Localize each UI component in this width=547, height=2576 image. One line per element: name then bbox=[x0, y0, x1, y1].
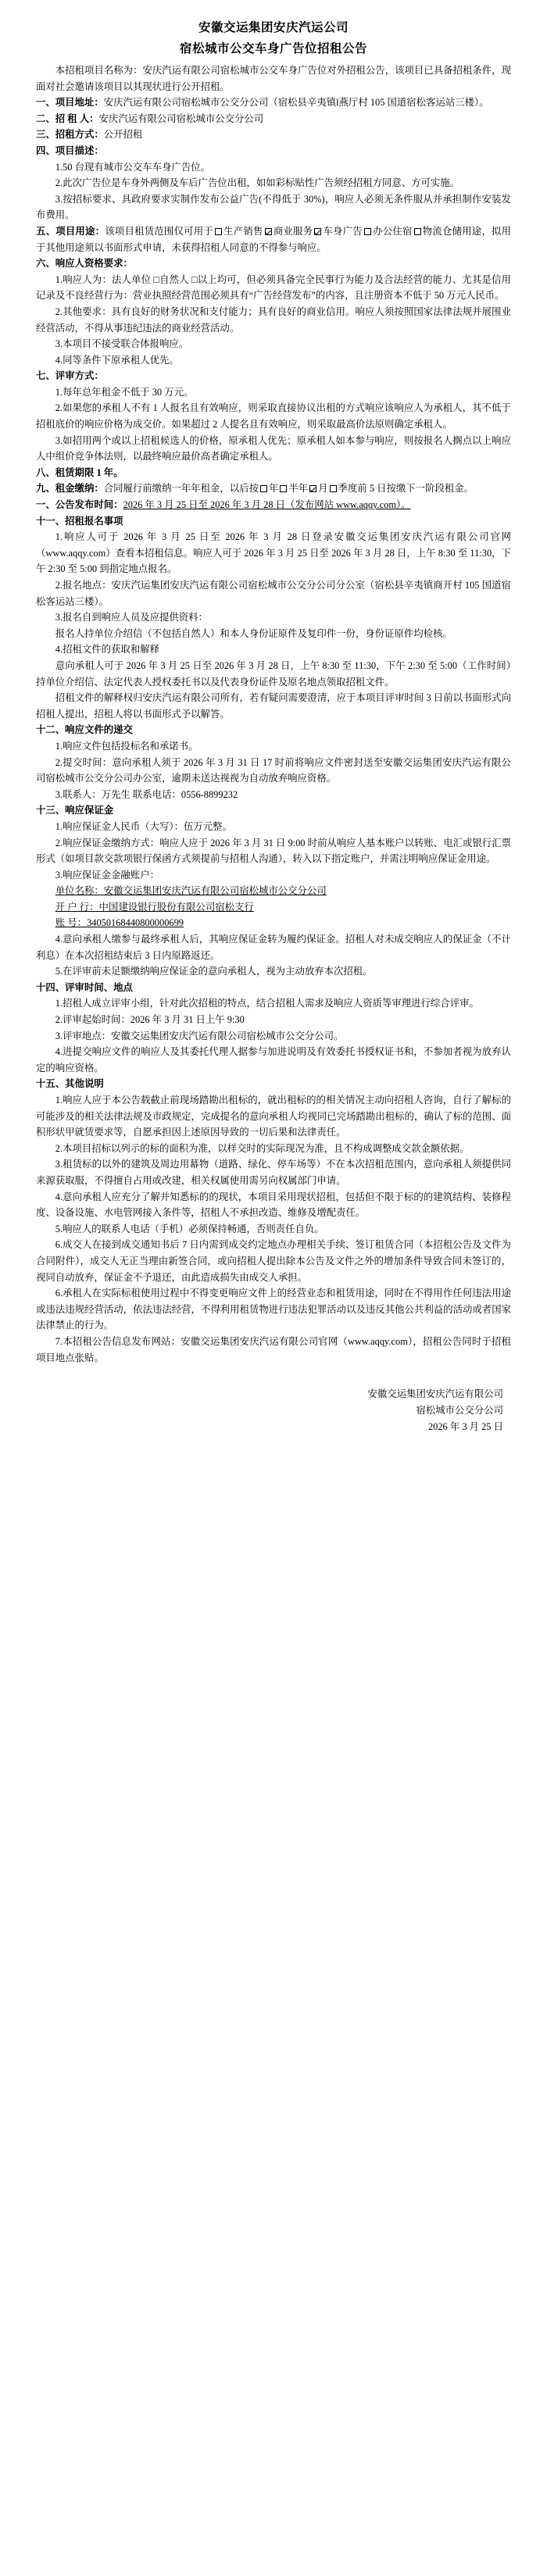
title-line-2: 宿松城市公交车身广告位招租公告 bbox=[179, 42, 367, 55]
section-4-item-3: 3.按招标要求、具政府要求实制作发布公益广告(不得低于 30%)，响应人必须无条件服从并承担制作安装发布费用。 bbox=[36, 193, 511, 221]
checkbox-label-production-sales: 生产销售 bbox=[223, 225, 263, 237]
checkbox-label-pay-half-year: 半年 bbox=[288, 483, 309, 495]
section-15-item-8: 7.本招租公告信息发布网站：安徽交运集团安庆汽运有限公司官网（www.aqqy.com），招租公告同时于招租项目地点张贴。 bbox=[36, 1335, 511, 1363]
section-6-item-4: 4.同等条件下原承租人优先。 bbox=[55, 354, 179, 366]
section-12-item-3: 3.联系人：万先生 联系电话：0556-8899232 bbox=[55, 788, 238, 800]
title-line-1: 安徽交运集团安庆汽运公司 bbox=[198, 21, 349, 34]
section-9 bbox=[36, 481, 511, 497]
section-5-text-before: 该项目租赁范围仅可用于 bbox=[105, 225, 213, 237]
section-12-item-2: 2.提交时间：意向承租人须于 2026 年 3 月 31 日 17 时前将响应文件密封送至安徽交运集团安庆汽运有限公司宿松城市公交分公司办公室，逾期未送达视视为自动放弃响应资格。 bbox=[36, 756, 511, 784]
section-8-heading: 八、租赁期限 1 年。 bbox=[36, 466, 123, 478]
section-1 bbox=[36, 95, 511, 111]
section-13-account-name bbox=[36, 883, 511, 899]
section-15-item-7: 6.承租人在实际标租使用过程中不得变更响应文件上的经营业态和租赁用途，同时在不得用作任何违法用途或违法违规经营活动，依法违法经营，不得利用租赁物进行违法犯罪活动以及违反其他公共利益的活动或者国家法律禁止的行为。 bbox=[36, 1288, 511, 1331]
section-3-heading: 三、招租方式： bbox=[36, 129, 104, 141]
checkbox-pay-quarter[interactable] bbox=[330, 485, 337, 492]
section-4-item-2: 2.此次广告位是车身外两侧及车后广告位出租，如如彩标贴性广告须经招租方同意、方可实施。 bbox=[55, 177, 460, 189]
section-3 bbox=[36, 127, 511, 143]
checkbox-label-vehicle-ad: 车身广告 bbox=[323, 225, 363, 237]
section-15-item-3: 3.租赁标的以外的建筑及周边用幕物（道路、绿化、停车场等）不在本次招租范围内，意向承租人须提供同来源获取服，不得擅自占用或改建，相关权属使用需另向权属部门申请。 bbox=[36, 1159, 511, 1186]
section-6-heading: 六、响应人资格要求： bbox=[36, 258, 133, 270]
section-13-item-2: 2.响应保证金缴纳方式：响应人应于 2026 年 3 月 31 日 9:00 时前从响应人基本账户以转账、电汇或银行汇票形式（如项目款交款项银行保函方式须提前与招租人沟通），转入以下指定账户，并需注明响应保证金用途。 bbox=[36, 837, 511, 865]
account-name-value: 单位名称：安徽交运集团安庆汽运有限公司宿松城市公交分公司 bbox=[55, 885, 327, 897]
section-2-text: 安庆汽运有限公司宿松城市公交分公司 bbox=[98, 113, 264, 124]
checkbox-label-logistics-storage: 物流仓储用途 bbox=[422, 225, 482, 237]
section-7-heading: 七、评审方式： bbox=[36, 370, 104, 382]
section-11-tail-1: 意向承租人可于 2026 年 3 月 25 日至 2026 年 3 月 28 日，上午 8:30 至 11:30，下午 2:30 至 5:00（工作时间）持单位介绍信、法定代表人授权委托书以及代表身份证件及原名地点领取招租文件。 bbox=[36, 659, 511, 688]
account-number-value: 账 号：34050168440800000699 bbox=[55, 917, 184, 929]
intro-paragraph: 本招租项目名称为：安庆汽运有限公司宿松城市公交车身广告位对外招租公告，该项目已具备招租条件，现面对社会邀请该项目以其现状进行公开招租。 bbox=[36, 65, 511, 92]
section-9-heading: 九、租金缴纳： bbox=[36, 483, 104, 495]
section-7-item-3: 3.如招用两个或以上招租候选人的价格，原承租人优先；原承租人如本参与响应，则按报名人搁点以上响应人中组价竞争体法则，以最终响应最价高者确定承租人。 bbox=[36, 434, 511, 463]
checkbox-vehicle-ad[interactable] bbox=[314, 228, 321, 235]
section-4-item-1: 1.50 台现有城市公交车车身广告位。 bbox=[55, 161, 211, 173]
signoff-date: 2026 年 3 月 25 日 bbox=[427, 1421, 503, 1433]
document-body bbox=[36, 63, 511, 1366]
checkbox-commercial-service[interactable] bbox=[265, 228, 272, 235]
section-15-item-6: 6.成交人在接到成交通知书后 7 日内需到成交约定地点办理相关手续、签订租赁合同（本招租公告及文件为合同附件），成交人无正当理由新签合同，或向招租人提出除本公告及文件之外的增加条件导致合同未签订的，视同自动放弃，保证金不予退还，由此造成损失由成交人承担。 bbox=[36, 1239, 511, 1283]
section-11-item-4: 报名人持单位介绍信（不包括自然人）和本人身份证原件及复印件一份，身份证原件均检核。 bbox=[55, 627, 452, 639]
section-13-account-number bbox=[36, 915, 511, 931]
checkbox-pay-month[interactable] bbox=[309, 485, 316, 492]
section-1-heading: 一、项目地址： bbox=[36, 97, 104, 109]
section-12-heading: 十二、响应文件的递交 bbox=[36, 724, 133, 736]
checkbox-label-pay-month: 月 bbox=[318, 483, 328, 495]
checkbox-production-sales[interactable] bbox=[215, 228, 222, 235]
section-10-heading: 一、公告发布时间： bbox=[36, 499, 123, 511]
section-15-item-1: 1.响应人应于本公告载截止前现场踏勘出租标的，就出租标的的相关情况主动向招租人咨询，自行了解标的可能涉及的相关法律法规及市政规定，完成提名的意向承租人均视同已完场踏勘出租标的，确认了标的范围、面积形状甲就赁要求等，自愿承担因上述原因导致的一切后果和法律责任。 bbox=[36, 1095, 511, 1138]
section-11-item-2: 2.报名地点：安庆汽运集团安庆汽运有限公司宿松城市公交分公司分公室（宿松县辛夷镇商开村 105 国道宿松客运站三楼）。 bbox=[36, 580, 511, 607]
section-14-item-3: 3.评审地点：安徽交运集团安庆汽运有限公司宿松城市公交分公司。 bbox=[55, 1030, 344, 1041]
checkbox-label-office-lodging: 办公住宿 bbox=[372, 225, 413, 237]
section-5-text-after: ，拟用于其他用途须以书面形式申请，未获得招租人同意的不得参与响应。 bbox=[36, 225, 512, 253]
section-5-heading: 五、项目用途： bbox=[36, 225, 105, 237]
section-10-text: 2026 年 3 月 25 日至 2026 年 3 月 28 日（发布网站 www.aqqy.com）。 bbox=[123, 499, 411, 511]
section-7-item-1: 1.每年总年租金不低于 30 万元。 bbox=[55, 386, 194, 398]
section-13-item-5: 5.在评审前未足额缴纳响应保证金的意向承租人，视为主动放弃本次招租。 bbox=[55, 966, 373, 977]
section-6-item-3: 3.本项目不接受联合体报响应。 bbox=[55, 338, 189, 350]
signoff-company: 安徽交运集团安庆汽运有限公司 bbox=[367, 1388, 503, 1400]
section-13-item-1: 1.响应保证金人民币（大写）：伍万元整。 bbox=[55, 820, 232, 832]
section-3-text: 公开招租 bbox=[103, 129, 143, 141]
section-15-item-2: 2.本项目招标以列示的标的面积为准，以样交时的实际现况为准，且不构成调整成交款金额依据。 bbox=[55, 1142, 470, 1154]
section-10 bbox=[36, 497, 511, 513]
signoff-branch: 宿松城市公交分公司 bbox=[416, 1405, 503, 1417]
section-2-heading: 二、招 租 人： bbox=[36, 113, 99, 124]
page-title bbox=[36, 17, 511, 59]
section-14-item-4: 4.进提交响应文件的响应人及其委托代理人据参与加进说明及有效委托书授权证书和，不参加者视为放弃认定的响应资格。 bbox=[36, 1046, 511, 1074]
account-bank-value: 开 户 行：中国建设银行股份有限公司宿松支行 bbox=[55, 901, 254, 913]
section-13-heading: 十三、响应保证金 bbox=[36, 805, 114, 816]
checkbox-label-pay-year: 年 bbox=[268, 483, 279, 495]
section-12-item-1: 1.响应文件包括投标名和承诺书。 bbox=[55, 740, 198, 752]
section-11-item-5: 4.招租文件的获取和解释 bbox=[55, 644, 159, 656]
checkbox-pay-year[interactable] bbox=[260, 485, 267, 492]
section-7-item-2: 2.如果您的承租人不有 1 人报名且有效响应，则采取直接协议出租的方式响应该响应人为承租人，其不低于招租底价的响应价格为成交价。如果超过 2 人提名且有效响应，则采取最高价法原则确定承租人。 bbox=[36, 402, 511, 431]
section-11-heading: 十一、招租报名事项 bbox=[36, 515, 123, 527]
section-14-heading: 十四、评审时间、地点 bbox=[36, 981, 133, 993]
section-9-text-before: 合同履行前缴纳一年年租金，以后按 bbox=[103, 483, 259, 495]
checkbox-logistics-storage[interactable] bbox=[414, 228, 421, 235]
section-13-item-4: 4.意向承租人缴参与最终承租人后，其响应保证金转为履约保证金。招租人对未成交响应人的保证金（不计利息）在本次招租结束后 3 日内原路返还。 bbox=[36, 934, 511, 961]
section-5 bbox=[36, 223, 511, 255]
section-14-item-1: 1.招租人成立评审小组，针对此次招租的特点，结合招租人需求及响应人资质等审理进行综合评审。 bbox=[55, 998, 479, 1009]
checkbox-label-pay-quarter: 季 bbox=[338, 483, 348, 495]
section-1-text: 安庆汽运有限公司宿松城市公交分公司（宿松县辛夷镇l燕厅村 105 国道宿松客运站三楼）。 bbox=[103, 97, 489, 109]
section-15-item-5: 5.响应人的联系人电话（手机）必须保持畅通，否则责任自负。 bbox=[55, 1223, 324, 1234]
section-11-item-3: 3.报名自到响应人员及应提供资料： bbox=[55, 612, 208, 623]
section-9-text-after: 度前 5 日按缴下一阶段租金。 bbox=[347, 483, 474, 495]
section-15-heading: 十五、其他说明 bbox=[36, 1078, 104, 1090]
signature-block bbox=[36, 1386, 511, 1435]
section-14-item-2: 2.评审起始时间：2026 年 3 月 31 日上午 9:30 bbox=[55, 1014, 245, 1026]
checkbox-office-lodging[interactable] bbox=[364, 228, 371, 235]
section-15-item-4: 4.意向承租人应充分了解并知悉标的的现状，本项目采用现状招租，包括但不限于标的的建筑结构、装修程度、设备设施、水电管网接入条件等，招租人不承担改造、维修及增配责任。 bbox=[36, 1191, 511, 1219]
section-6-item-2: 2.其他要求：具有良好的财务状况和支付能力；具有良好的商业信用。响应人须按照国家法律法规并展围业经营活动，不得从事违纪违法的商业经营活动。 bbox=[36, 305, 511, 334]
checkbox-label-commercial-service: 商业服务 bbox=[273, 225, 313, 237]
section-13-item-3: 3.响应保证金金融账户： bbox=[55, 869, 159, 881]
section-2 bbox=[36, 111, 511, 127]
checkbox-pay-half-year[interactable] bbox=[280, 485, 287, 492]
section-13-account-bank bbox=[36, 899, 511, 916]
section-6-item-1: 1.响应人为：法人单位 □自然人 □以上均可，但必须具备完全民事行为能力及合法经营的能力、尤其是信用记录及不良经营行为：营业执照经营范围必须具有“广告经营发布”的内容，且注册资本不低于 50 万元人民币。 bbox=[36, 273, 511, 302]
section-11-item-1: 1.响应人可于 2026 年 3 月 25 日至 2026 年 3 月 28 日登录安徽交运集团安庆汽运有限公司官网（www.aqqy.com）查看本招租信息。响应人可于 2026 年 3 月 25 日至 2026 年 3 月 28 日，上午 8:30 至 11:30，下午 2:30 至 5:00 到指定地点报名。 bbox=[36, 531, 511, 575]
section-4-heading: 四、项目描述： bbox=[36, 145, 104, 156]
section-11-tail-2: 招租文件的解释权归安庆汽运有限公司所有，若有疑问需要澄清，应于本项目评审时间 3 日前以书面形式向招租人提出，招租人将以书面形式予以解答。 bbox=[36, 692, 511, 720]
